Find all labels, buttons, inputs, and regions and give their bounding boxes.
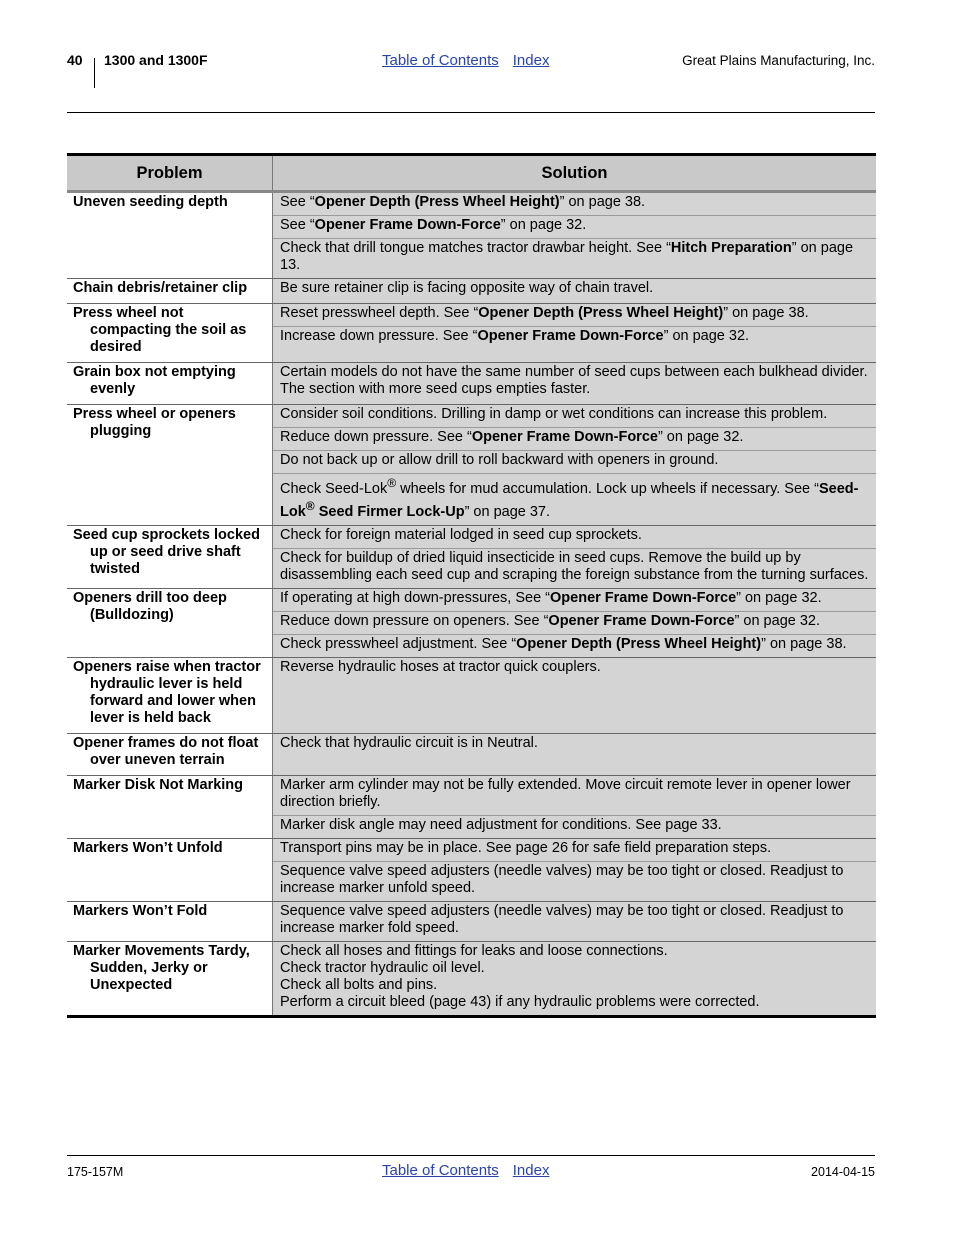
problem-cell bbox=[67, 733, 273, 775]
solution-text: ” on page 32. bbox=[663, 328, 750, 344]
problem-text: Press wheel not compacting the soil as desired bbox=[73, 305, 247, 355]
footer-toc-link[interactable]: Table of Contents bbox=[382, 1162, 499, 1179]
problem-text: Marker Disk Not Marking bbox=[73, 776, 244, 793]
problem-text: Opener frames do not float over uneven terrain bbox=[73, 734, 259, 768]
troubleshooting-table bbox=[67, 153, 876, 1018]
solution-cell bbox=[273, 304, 877, 363]
table-row bbox=[67, 941, 876, 1016]
solution-text: ” on page 32. bbox=[500, 217, 587, 233]
doc-number: 175-157M bbox=[67, 1165, 124, 1179]
solution-cell bbox=[273, 192, 877, 279]
solution-cell bbox=[273, 279, 877, 304]
problem-cell bbox=[67, 901, 273, 941]
section-reference: Opener Frame Down-Force bbox=[314, 217, 501, 233]
problem-cell bbox=[67, 588, 273, 657]
solution-cell bbox=[273, 588, 877, 657]
page-header bbox=[0, 52, 954, 92]
solution-text: ” on page 32. bbox=[657, 429, 744, 445]
section-reference: Opener Depth (Press Wheel Height) bbox=[516, 635, 762, 652]
table-row bbox=[67, 525, 876, 588]
table-row bbox=[67, 657, 876, 733]
solution-text: Check that hydraulic circuit is in Neutral. bbox=[280, 734, 538, 751]
solution-text: Check for buildup of dried liquid insecticide in seed cups. Remove the build up by disassembling each seed cup and scraping the foreign substance from the turning surfaces. bbox=[280, 549, 869, 583]
solution-text: Sequence valve speed adjusters (needle valves) may be too tight or closed. Readjust to increase marker unfold speed. bbox=[280, 862, 844, 896]
solution-text: Sequence valve speed adjusters (needle valves) may be too tight or closed. Readjust to increase marker fold speed. bbox=[280, 902, 844, 936]
solution-item bbox=[273, 216, 876, 239]
solution-text: ” on page 32. bbox=[734, 612, 821, 629]
solution-text: Check that drill tongue matches tractor drawbar height. See “ bbox=[280, 240, 671, 256]
section-reference: Opener Frame Down-Force bbox=[477, 328, 664, 344]
solution-text: If operating at high down-pressures, See “ bbox=[280, 589, 551, 606]
solution-text: Check Seed-Lok bbox=[280, 480, 388, 497]
solution-item bbox=[273, 902, 876, 941]
solution-item bbox=[273, 239, 876, 278]
solution-item bbox=[273, 734, 876, 756]
section-reference: Opener Frame Down-Force bbox=[548, 612, 735, 629]
problem-text: Uneven seeding depth bbox=[73, 194, 228, 210]
solution-item bbox=[273, 635, 876, 657]
problem-text: Openers drill too deep (Bulldozing) bbox=[73, 589, 227, 623]
solution-text: Transport pins may be in place. See page 26 for safe field preparation steps. bbox=[280, 839, 772, 856]
table-row bbox=[67, 405, 876, 526]
problem-cell bbox=[67, 405, 273, 526]
solution-text: Check all hoses and fittings for leaks and loose connections. bbox=[280, 942, 668, 959]
solution-cell bbox=[273, 941, 877, 1016]
solution-text: wheels for mud accumulation. Lock up wheels if necessary. See “ bbox=[396, 480, 819, 497]
solution-text: Marker disk angle may need adjustment for conditions. See page 33. bbox=[280, 816, 722, 833]
problem-text: Seed cup sprockets locked up or seed drive shaft twisted bbox=[73, 526, 260, 577]
footer-rule bbox=[67, 1155, 875, 1156]
solution-column-header: Solution bbox=[273, 155, 877, 192]
problem-text: Press wheel or openers plugging bbox=[73, 406, 236, 439]
table-row bbox=[67, 838, 876, 901]
solution-text: Reduce down pressure. See “ bbox=[280, 429, 472, 445]
problem-text: Markers Won’t Unfold bbox=[73, 839, 223, 856]
registered-mark: ® bbox=[305, 498, 315, 513]
solution-text: Check for foreign material lodged in seed cup sprockets. bbox=[280, 526, 642, 543]
solution-text: Marker arm cylinder may not be fully extended. Move circuit remote lever in opener lower direction briefly. bbox=[280, 776, 851, 810]
problem-cell bbox=[67, 192, 273, 279]
solution-item bbox=[273, 549, 876, 588]
problem-text: Marker Movements Tardy, Sudden, Jerky or Unexpected bbox=[73, 942, 250, 993]
solution-item bbox=[273, 474, 876, 525]
table-row bbox=[67, 588, 876, 657]
solution-text: ” on page 37. bbox=[464, 503, 551, 520]
page-number: 40 bbox=[67, 52, 83, 68]
solution-text: Certain models do not have the same number of seed cups between each bulkhead divider. The section with more seed cups empties faster. bbox=[280, 364, 868, 397]
solution-item bbox=[273, 589, 876, 612]
problem-text: Grain box not emptying evenly bbox=[73, 364, 236, 397]
solution-item bbox=[273, 279, 876, 301]
solution-item bbox=[273, 942, 876, 1015]
solution-text: See “ bbox=[280, 217, 315, 233]
doc-date: 2014-04-15 bbox=[811, 1165, 875, 1179]
solution-text: Check all bolts and pins. bbox=[280, 976, 438, 993]
header-links bbox=[382, 52, 549, 69]
problem-cell bbox=[67, 941, 273, 1016]
problem-text: Chain debris/retainer clip bbox=[73, 280, 248, 296]
problem-cell bbox=[67, 838, 273, 901]
problem-cell bbox=[67, 775, 273, 838]
solution-text: Increase down pressure. See “ bbox=[280, 328, 478, 344]
table-row bbox=[67, 775, 876, 838]
solution-text: Do not back up or allow drill to roll backward with openers in ground. bbox=[280, 452, 719, 468]
table-header-row bbox=[67, 155, 876, 192]
solution-text: ” on page 38. bbox=[723, 305, 809, 321]
section-reference: Opener Depth (Press Wheel Height) bbox=[314, 194, 560, 210]
table-row bbox=[67, 279, 876, 304]
section-reference: Opener Frame Down-Force bbox=[471, 429, 658, 445]
solution-text: See “ bbox=[280, 194, 315, 210]
section-reference: Opener Depth (Press Wheel Height) bbox=[478, 305, 724, 321]
table-row bbox=[67, 192, 876, 279]
solution-item bbox=[273, 612, 876, 635]
solution-text: Perform a circuit bleed (page 43) if any hydraulic problems were corrected. bbox=[280, 993, 760, 1010]
solution-cell bbox=[273, 657, 877, 733]
solution-cell bbox=[273, 838, 877, 901]
table-body bbox=[67, 192, 876, 1017]
solution-item bbox=[273, 816, 876, 838]
footer-links bbox=[382, 1162, 549, 1179]
solution-item bbox=[273, 304, 876, 327]
solution-text: Reset presswheel depth. See “ bbox=[280, 305, 479, 321]
solution-cell bbox=[273, 363, 877, 405]
section-reference: Hitch Preparation bbox=[670, 240, 792, 256]
header-index-link[interactable]: Index bbox=[512, 52, 550, 69]
solution-text: Be sure retainer clip is facing opposite way of chain travel. bbox=[280, 280, 654, 296]
solution-item bbox=[273, 451, 876, 474]
problem-cell bbox=[67, 657, 273, 733]
solution-text: ” on page 13. bbox=[280, 240, 854, 273]
problem-text: Openers raise when tractor hydraulic lever is held forward and lower when lever is held back bbox=[73, 658, 261, 726]
solution-text: Consider soil conditions. Drilling in damp or wet conditions can increase this problem. bbox=[280, 406, 828, 422]
solution-text: Check presswheel adjustment. See “ bbox=[280, 635, 517, 652]
table-row bbox=[67, 901, 876, 941]
solution-cell bbox=[273, 733, 877, 775]
solution-item bbox=[273, 658, 876, 680]
problem-cell bbox=[67, 304, 273, 363]
solution-item bbox=[273, 193, 876, 216]
solution-item bbox=[273, 363, 876, 402]
page-footer bbox=[0, 1162, 954, 1192]
table-row bbox=[67, 304, 876, 363]
solution-cell bbox=[273, 901, 877, 941]
solution-text: ” on page 38. bbox=[761, 635, 847, 652]
problem-cell bbox=[67, 279, 273, 304]
problem-cell bbox=[67, 363, 273, 405]
registered-mark: ® bbox=[387, 476, 397, 490]
solution-item bbox=[273, 839, 876, 862]
solution-item bbox=[273, 405, 876, 428]
solution-item bbox=[273, 862, 876, 901]
solution-item bbox=[273, 428, 876, 451]
section-reference: Seed Firmer Lock-Up bbox=[314, 503, 465, 520]
header-toc-link[interactable]: Table of Contents bbox=[382, 52, 499, 69]
table-row bbox=[67, 733, 876, 775]
problem-text: Markers Won’t Fold bbox=[73, 902, 208, 919]
solution-item bbox=[273, 776, 876, 816]
problem-cell bbox=[67, 525, 273, 588]
solution-item bbox=[273, 327, 876, 349]
solution-text: Reverse hydraulic hoses at tractor quick couplers. bbox=[280, 658, 601, 675]
solution-cell bbox=[273, 775, 877, 838]
problem-column-header: Problem bbox=[67, 155, 273, 192]
header-rule bbox=[67, 112, 875, 113]
section-reference: Opener Frame Down-Force bbox=[550, 589, 737, 606]
manual-title: 1300 and 1300F bbox=[104, 52, 208, 68]
solution-item bbox=[273, 526, 876, 549]
company-name: Great Plains Manufacturing, Inc. bbox=[682, 53, 875, 68]
footer-index-link[interactable]: Index bbox=[512, 1162, 550, 1179]
solution-text: ” on page 38. bbox=[559, 194, 646, 210]
solution-text: Reduce down pressure on openers. See “ bbox=[280, 612, 549, 629]
solution-cell bbox=[273, 405, 877, 526]
solution-text: ” on page 32. bbox=[736, 589, 822, 606]
solution-text: Check tractor hydraulic oil level. bbox=[280, 959, 485, 976]
section-reference: Seed-Lok bbox=[280, 480, 859, 520]
table-row bbox=[67, 363, 876, 405]
header-divider bbox=[94, 58, 95, 88]
solution-cell bbox=[273, 525, 877, 588]
